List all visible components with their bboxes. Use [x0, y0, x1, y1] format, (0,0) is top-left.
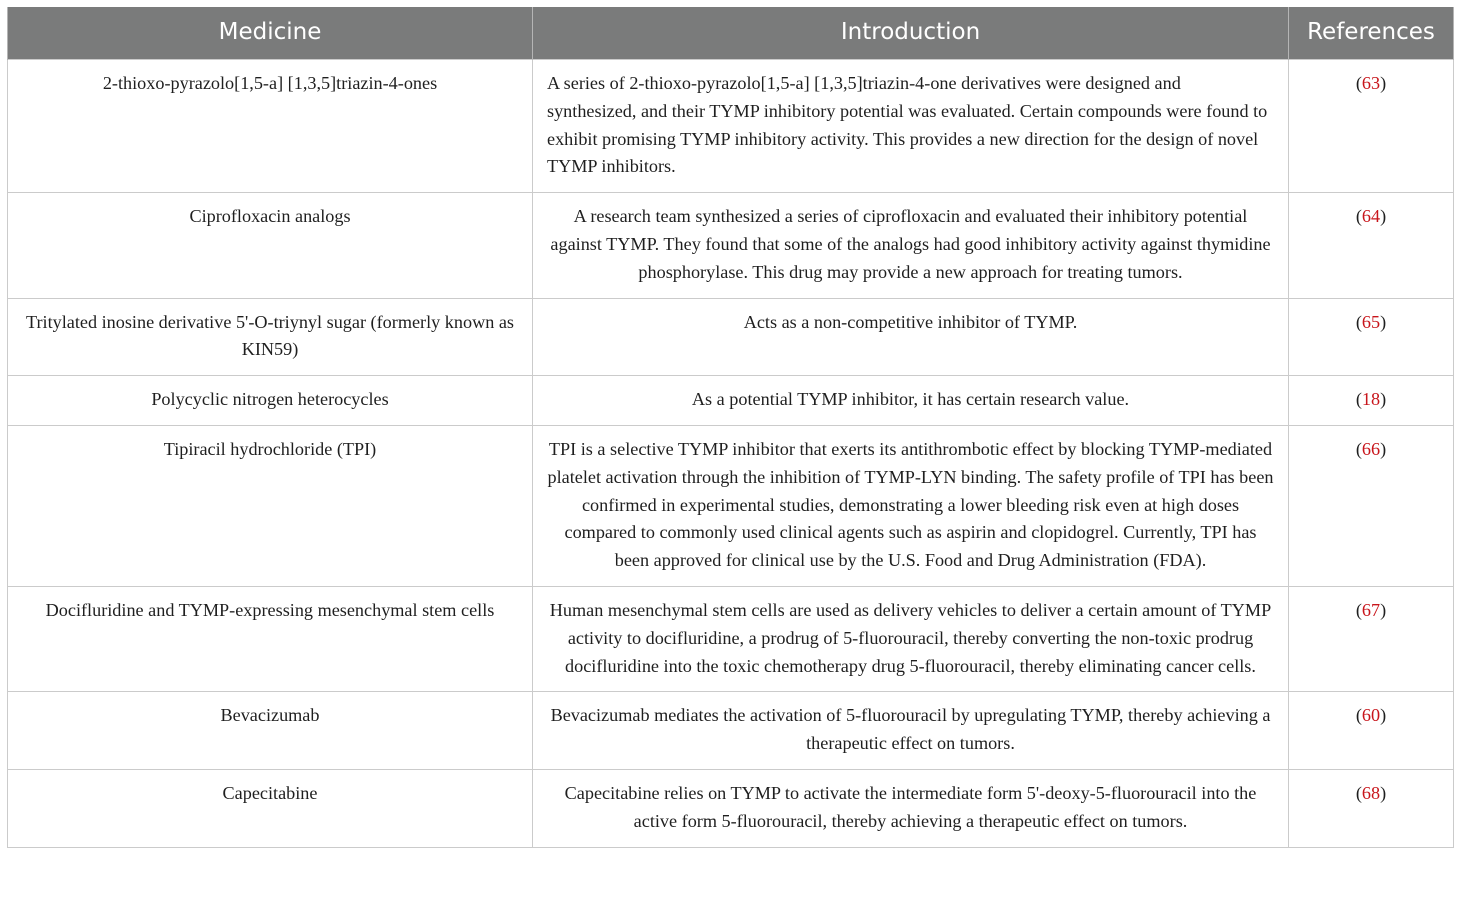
medicine-cell: 2-thioxo-pyrazolo[1,5-a] [1,3,5]triazin-4-ones — [8, 60, 533, 193]
ref-open-paren: ( — [1355, 705, 1362, 726]
ref-close-paren: ) — [1380, 599, 1387, 620]
introduction-cell: Acts as a non-competitive inhibitor of TYMP. — [533, 298, 1289, 376]
header-row — [8, 7, 1454, 60]
ref-open-paren: ( — [1355, 73, 1362, 93]
medicine-cell: Bevacizumab — [8, 692, 533, 770]
reference-cell — [1289, 769, 1454, 847]
medicine-cell: Tritylated inosine derivative 5'-O-triynyl sugar (formerly known as KIN59) — [8, 298, 533, 376]
header-references: References — [1289, 7, 1454, 60]
table-row — [8, 193, 1454, 298]
medicine-cell: Capecitabine — [8, 769, 533, 847]
header-introduction: Introduction — [533, 7, 1289, 60]
ref-close-paren: ) — [1380, 311, 1387, 332]
table-row — [8, 425, 1454, 586]
reference-cell — [1289, 376, 1454, 426]
header-medicine: Medicine — [8, 7, 533, 60]
reference-link[interactable]: 63 — [1361, 73, 1381, 93]
reference-cell — [1289, 692, 1454, 770]
ref-open-paren: ( — [1355, 599, 1362, 620]
table-header — [8, 7, 1454, 60]
reference-cell — [1289, 193, 1454, 298]
table-row — [8, 769, 1454, 847]
reference-link[interactable]: 64 — [1361, 206, 1381, 227]
reference-link[interactable]: 66 — [1361, 438, 1381, 459]
ref-open-paren: ( — [1355, 206, 1362, 227]
medicine-cell: Ciprofloxacin analogs — [8, 193, 533, 298]
reference-link[interactable]: 67 — [1361, 599, 1381, 620]
reference-cell — [1289, 298, 1454, 376]
medicine-cell: Tipiracil hydrochloride (TPI) — [8, 425, 533, 586]
ref-open-paren: ( — [1355, 438, 1362, 459]
introduction-cell: A research team synthesized a series of ciprofloxacin and evaluated their inhibitory potential against TYMP. They found that some of the analogs had good inhibitory activity against thymidine phosphorylase. This drug may provide a new approach for treating tumors. — [533, 193, 1289, 298]
medicine-table — [7, 7, 1454, 848]
ref-close-paren: ) — [1380, 389, 1387, 410]
introduction-cell: Bevacizumab mediates the activation of 5-fluorouracil by upregulating TYMP, thereby achieving a therapeutic effect on tumors. — [533, 692, 1289, 770]
reference-link[interactable]: 68 — [1361, 782, 1381, 803]
introduction-cell: A series of 2-thioxo-pyrazolo[1,5-a] [1,3,5]triazin-4-one derivatives were designed and synthesized, and their TYMP inhibitory potential was evaluated. Certain compounds were found to exhibit promising TYMP inhibitory activity. This provides a new direction for the design of novel TYMP inhibitors. — [533, 60, 1289, 193]
reference-link[interactable]: 65 — [1361, 311, 1381, 332]
ref-close-paren: ) — [1380, 73, 1387, 93]
reference-cell — [1289, 425, 1454, 586]
introduction-cell: Human mesenchymal stem cells are used as delivery vehicles to deliver a certain amount of TYMP activity to docifluridine, a prodrug of 5-fluorouracil, thereby converting the non-toxic prodrug docifluridine into the toxic chemotherapy drug 5-fluorouracil, thereby eliminating cancer cells. — [533, 586, 1289, 691]
table-row — [8, 60, 1454, 193]
table-row — [8, 298, 1454, 376]
reference-cell — [1289, 60, 1454, 193]
introduction-cell: As a potential TYMP inhibitor, it has certain research value. — [533, 376, 1289, 426]
ref-close-paren: ) — [1380, 438, 1387, 459]
medicine-cell: Docifluridine and TYMP-expressing mesenchymal stem cells — [8, 586, 533, 691]
ref-open-paren: ( — [1355, 782, 1362, 803]
ref-open-paren: ( — [1355, 389, 1362, 410]
table-body — [8, 60, 1454, 848]
medicine-cell: Polycyclic nitrogen heterocycles — [8, 376, 533, 426]
reference-link[interactable]: 60 — [1361, 705, 1381, 726]
introduction-cell: TPI is a selective TYMP inhibitor that exerts its antithrombotic effect by blocking TYMP-mediated platelet activation through the inhibition of TYMP-LYN binding. The safety profile of TPI has been confirmed in experimental studies, demonstrating a lower bleeding risk even at high doses compared to commonly used clinical agents such as aspirin and clopidogrel. Currently, TPI has been approved for clinical use by the U.S. Food and Drug Administration (FDA). — [533, 425, 1289, 586]
reference-link[interactable]: 18 — [1361, 389, 1381, 410]
introduction-cell: Capecitabine relies on TYMP to activate the intermediate form 5'-deoxy-5-fluorouracil into the active form 5-fluorouracil, thereby achieving a therapeutic effect on tumors. — [533, 769, 1289, 847]
table-row — [8, 586, 1454, 691]
ref-open-paren: ( — [1355, 311, 1362, 332]
reference-cell — [1289, 586, 1454, 691]
ref-close-paren: ) — [1380, 782, 1387, 803]
ref-close-paren: ) — [1380, 206, 1387, 227]
ref-close-paren: ) — [1380, 705, 1387, 726]
table-row — [8, 376, 1454, 426]
table-container — [7, 7, 1453, 848]
table-row — [8, 692, 1454, 770]
